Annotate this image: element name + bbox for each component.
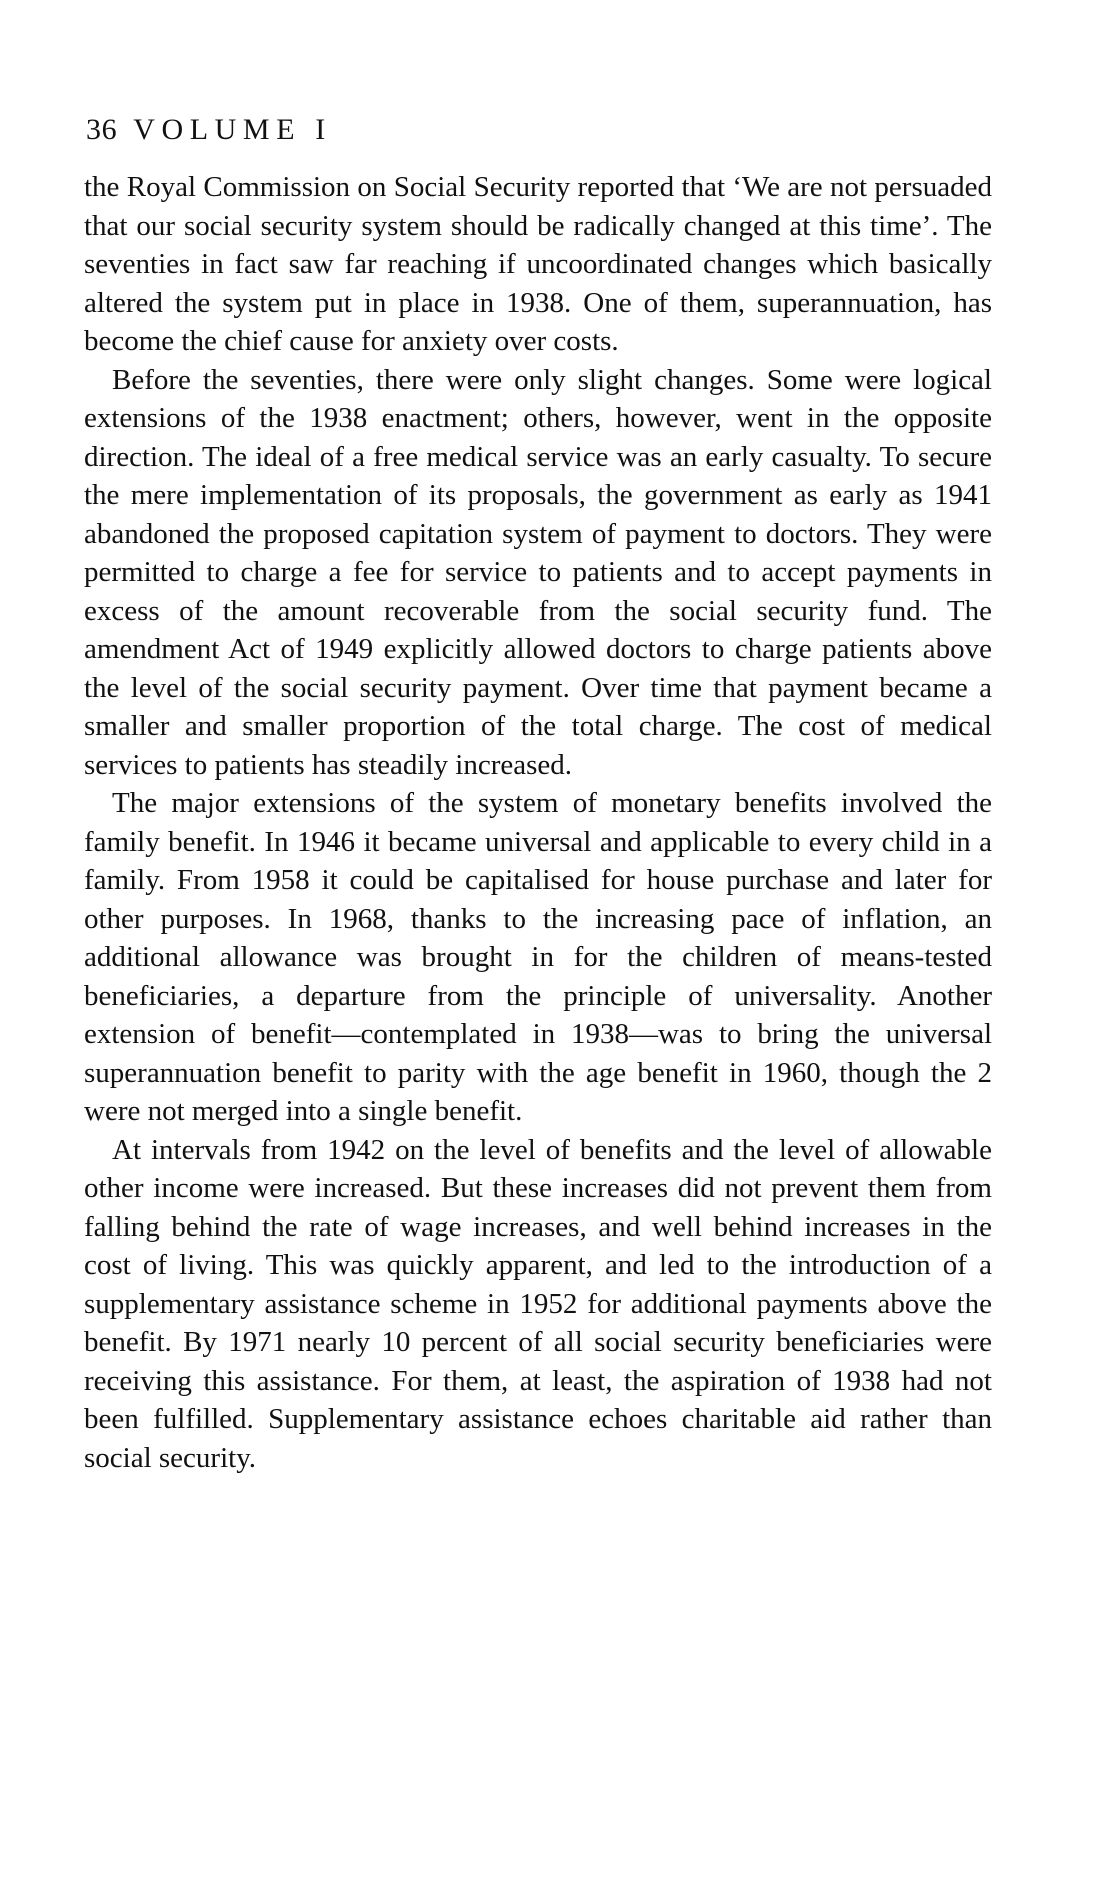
- page-number: 36: [86, 113, 118, 146]
- volume-label: VOLUME I: [133, 113, 332, 146]
- paragraph-continued: the Royal Commission on Social Security reported that ‘We are not persuaded that our social security system should be radically changed at this time’. The seventies in fact saw far reaching if uncoordinated changes which basically altered the system put in place in 1938. One of them, superannuation, has become the chief cause for anxiety over costs.: [84, 171, 992, 357]
- paragraph-at-intervals: At intervals from 1942 on the level of benefits and the level of allowable other income were increased. But these increases did not prevent them from falling behind the rate of wage increases, and well behind increases in the cost of living. This was quickly apparent, and led to the introduction of a supplementary assistance scheme in 1952 for additional payments above the benefit. By 1971 nearly 10 percent of all social security beneficiaries were receiving this assistance. For them, at least, the aspiration of 1938 had not been fulfilled. Supplementary assistance echoes charitable aid rather than social security.: [84, 1133, 992, 1474]
- paragraph-before-the-seventies: Before the seventies, there were only slight changes. Some were logical extensions of the 1938 enactment; others, however, went in the opposite direction. The ideal of a free medical service was an early casualty. To secure the mere implementation of its proposals, the government as early as 1941 abandoned the proposed capitation system of payment to doctors. They were permitted to charge a fee for service to patients and to accept payments in excess of the amount recoverable from the social security fund. The amendment Act of 1949 explicitly allowed doctors to charge patients above the level of the social security payment. Over time that payment became a smaller and smaller proportion of the total charge. The cost of medical services to patients has steadily increased.: [84, 363, 992, 781]
- paragraph-major-extensions: The major extensions of the system of monetary benefits involved the family benefit. In 1946 it became universal and applicable to every child in a family. From 1958 it could be capitalised for house purchase and later for other purposes. In 1968, thanks to the increasing pace of inflation, an additional allowance was brought in for the children of means-tested beneficiaries, a departure from the principle of universality. Another extension of benefit—contemplated in 1938—was to bring the universal superannuation benefit to parity with the age benefit in 1960, though the 2 were not merged into a single benefit.: [84, 787, 992, 1127]
- running-head: [86, 112, 332, 148]
- body-text: [84, 168, 992, 1477]
